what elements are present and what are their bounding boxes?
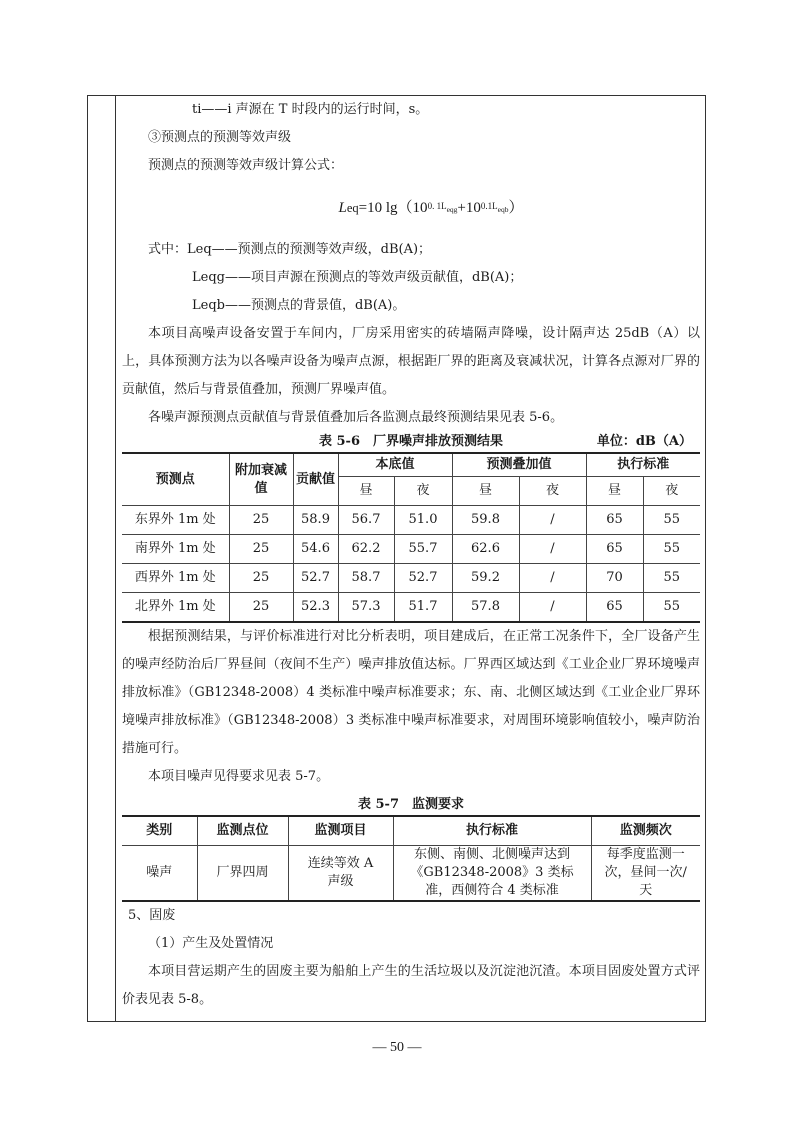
formula-exp1-sub: eqg [446,204,458,214]
cell-bg-day: 62.2 [338,535,394,564]
cell-attenuation: 25 [229,593,293,623]
cell-location: 厂界四周 [197,846,288,902]
cell-std-night: 55 [643,535,700,564]
header-background: 本底值 [338,453,452,477]
page-number: — 50 — [372,1040,422,1055]
cell-bg-night: 51.7 [394,593,452,623]
subsection-generation: （1）产生及处置情况 [148,936,274,951]
def-leq: 式中：Leq——预测点的预测等效声级，dB(A)； [148,242,432,257]
paragraph-analysis: 根据预测结果，与评价标准进行对比分析表明，项目建成后，在正常工况条件下，全厂设备产生的噪声经防治后厂界昼间（夜间不生产）噪声排放值达标。厂界西区域达到《工业企业厂界环境噪声排放标准》（GB12348-2008）4 类标准中噪声标准要求；东、南、北侧区域达到《工业企业厂界环境噪声排放标准》（GB12348-2008）3 类标准中噪声标准要求，对周围环境影响值较小，噪声防治措施可行。 [122,629,700,756]
paragraph-table56-ref: 各噪声源预测点贡献值与背景值叠加后各监测点最终预测结果见表 5-6。 [148,410,564,425]
cell-sup-night: / [519,535,586,564]
header-frequency: 监测频次 [591,816,700,846]
paragraph-solid-waste: 本项目营运期产生的固废主要为船舶上产生的生活垃圾以及沉淀池沉渣。本项目固废处置方式评价表见表 5-8。 [122,964,700,1007]
cell-frequency: 每季度监测一次，昼间一次/天 [591,846,700,902]
def-leqg: Leqg——项目声源在预测点的等效声级贡献值，dB(A)； [192,270,523,285]
cell-sup-night: / [519,593,586,623]
header-superposed: 预测叠加值 [452,453,586,477]
formula-exp1: 0. 1L [427,201,447,212]
cell-bg-day: 58.7 [338,564,394,593]
header-standard: 执行标准 [586,453,700,477]
cell-std-night: 55 [643,593,700,623]
noise-prediction-table [122,452,700,623]
header-night: 夜 [394,477,452,506]
header-night: 夜 [519,477,586,506]
cell-contribution: 54.6 [293,535,338,564]
table57-title: 表 5-7 监测要求 [357,797,464,812]
table-row [122,846,700,902]
monitoring-requirements-table [122,815,700,902]
table-row [122,535,700,564]
table56-title [122,432,700,452]
header-night: 夜 [643,477,700,506]
frame-left-column-divider [115,95,116,1022]
formula-lhs-sub: eq [346,201,359,215]
header-day: 昼 [586,477,643,506]
table56-title-text: 表 5-6 厂界噪声排放预测结果 [318,434,503,449]
ti-definition: ti——i 声源在 T 时段内的运行时间，s。 [192,102,429,117]
cell-contribution: 52.3 [293,593,338,623]
table-row [122,564,700,593]
header-item: 监测项目 [288,816,393,846]
cell-contribution: 58.9 [293,506,338,535]
formula-caption: 预测点的预测等效声级计算公式： [148,158,344,173]
cell-sup-night: / [519,564,586,593]
cell-std-day: 65 [586,593,643,623]
main-content [122,96,700,1014]
header-day: 昼 [452,477,519,506]
cell-point: 南界外 1m 处 [122,535,229,564]
cell-bg-day: 56.7 [338,506,394,535]
cell-sup-day: 59.2 [452,564,519,593]
header-day: 昼 [338,477,394,506]
table56-unit: 单位：dB（A） [596,434,692,449]
formula-close: ） [508,200,524,216]
cell-std-day: 65 [586,506,643,535]
cell-item: 连续等效 A 声级 [288,846,393,902]
cell-point: 北界外 1m 处 [122,593,229,623]
cell-std-day: 65 [586,535,643,564]
table-row [122,593,700,623]
cell-category: 噪声 [122,846,197,902]
table-row [122,506,700,535]
cell-attenuation: 25 [229,535,293,564]
leq-formula [122,180,700,236]
formula-plus: +10 [457,200,481,216]
cell-point: 东界外 1m 处 [122,506,229,535]
header-attenuation: 附加衰减值 [229,453,293,506]
cell-std-night: 55 [643,506,700,535]
formula-lhs: L [338,200,347,216]
formula-body: =10 lg（10 [358,200,428,216]
paragraph-table57-ref: 本项目噪声见得要求见表 5-7。 [148,769,330,784]
cell-point: 西界外 1m 处 [122,564,229,593]
cell-sup-day: 57.8 [452,593,519,623]
header-contribution: 贡献值 [293,453,338,506]
cell-std-night: 55 [643,564,700,593]
cell-sup-day: 59.8 [452,506,519,535]
cell-standard: 东侧、南侧、北侧噪声达到《GB12348-2008》3 类标准，西侧符合 4 类标准 [393,846,591,902]
header-point: 预测点 [122,453,229,506]
def-leqb: Leqb——预测点的背景值，dB(A)。 [192,298,406,313]
formula-exp2: 0.1L [480,201,498,212]
cell-attenuation: 25 [229,564,293,593]
header-category: 类别 [122,816,197,846]
header-location: 监测点位 [197,816,288,846]
section-solid-waste: 5、固废 [128,908,176,923]
step3-heading: ③预测点的预测等效声级 [148,130,292,145]
cell-sup-night: / [519,506,586,535]
cell-sup-day: 62.6 [452,535,519,564]
formula-exp2-sub: eqb [497,204,509,214]
cell-bg-night: 52.7 [394,564,452,593]
cell-bg-night: 51.0 [394,506,452,535]
cell-contribution: 52.7 [293,564,338,593]
cell-bg-day: 57.3 [338,593,394,623]
header-standard: 执行标准 [393,816,591,846]
paragraph-prediction-method: 本项目高噪声设备安置于车间内，厂房采用密实的砖墙隔声降噪，设计隔声达 25dB（A）以上，具体预测方法为以各噪声设备为噪声点源，根据距厂界的距离及衰减状况，计算各点源对厂界的贡献值，然后与背景值叠加，预测厂界噪声值。 [122,326,700,397]
cell-bg-night: 55.7 [394,535,452,564]
cell-std-day: 70 [586,564,643,593]
cell-attenuation: 25 [229,506,293,535]
